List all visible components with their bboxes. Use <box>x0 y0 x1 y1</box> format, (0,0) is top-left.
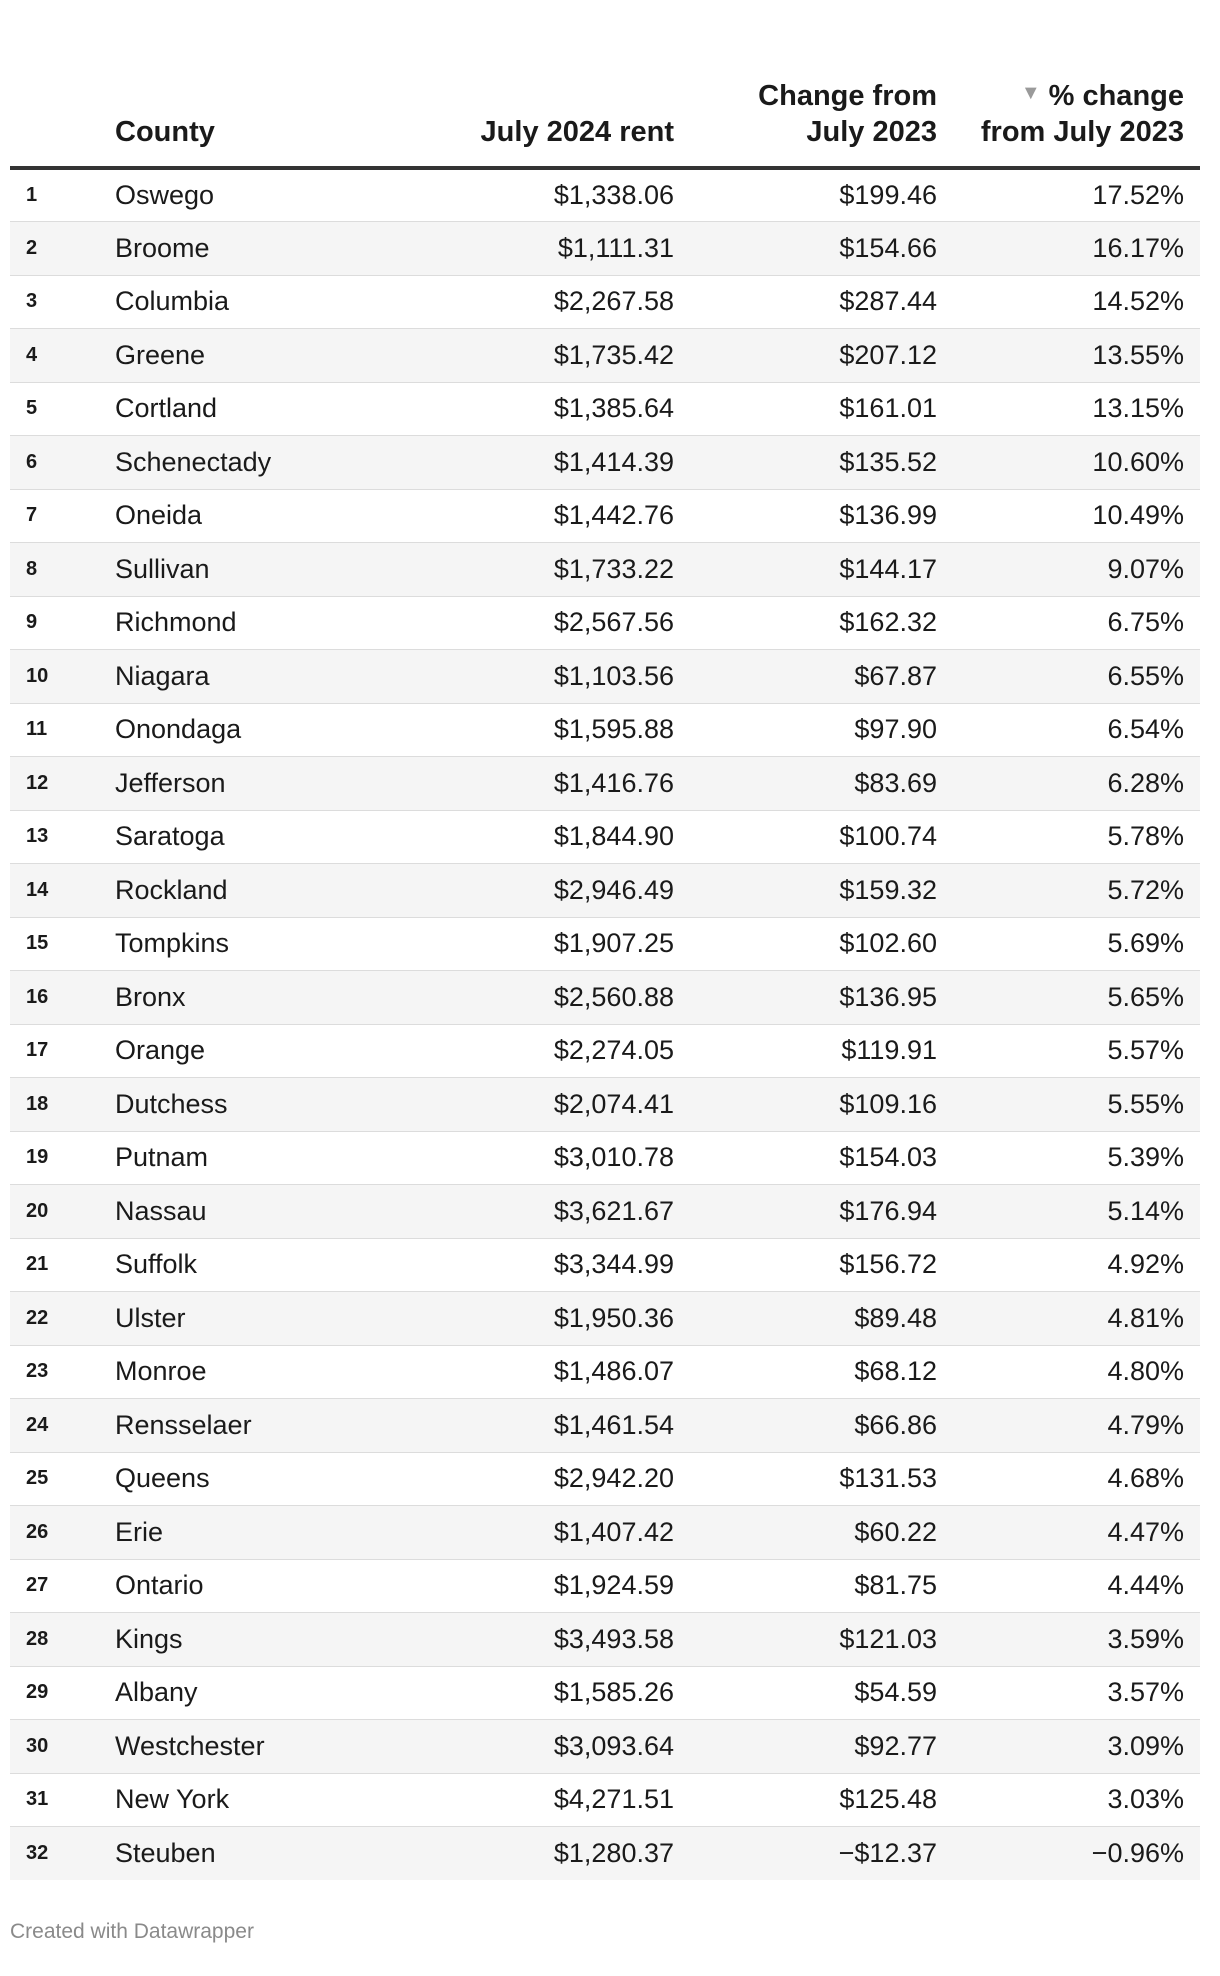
change-cell: $207.12 <box>690 329 953 383</box>
pct-change-cell: 5.14% <box>953 1185 1200 1239</box>
rent-cell: $2,567.56 <box>415 596 690 650</box>
rank-cell: 31 <box>10 1773 105 1827</box>
rent-cell: $1,486.07 <box>415 1345 690 1399</box>
pct-change-cell: 5.78% <box>953 810 1200 864</box>
pct-change-cell: 5.57% <box>953 1024 1200 1078</box>
rank-cell: 3 <box>10 275 105 329</box>
change-cell: $68.12 <box>690 1345 953 1399</box>
change-cell: $92.77 <box>690 1720 953 1774</box>
rent-cell: $3,493.58 <box>415 1613 690 1667</box>
rent-cell: $1,280.37 <box>415 1827 690 1881</box>
county-cell: Saratoga <box>105 810 415 864</box>
table-row <box>10 1559 1200 1613</box>
change-cell: $131.53 <box>690 1452 953 1506</box>
change-cell: $144.17 <box>690 543 953 597</box>
rank-cell: 25 <box>10 1452 105 1506</box>
rank-cell: 17 <box>10 1024 105 1078</box>
table-row <box>10 1292 1200 1346</box>
change-cell: $89.48 <box>690 1292 953 1346</box>
rank-cell: 11 <box>10 703 105 757</box>
rank-cell: 29 <box>10 1666 105 1720</box>
rent-cell: $1,385.64 <box>415 382 690 436</box>
rank-cell: 28 <box>10 1613 105 1667</box>
table-row <box>10 1078 1200 1132</box>
table-row <box>10 1720 1200 1774</box>
table-row <box>10 1345 1200 1399</box>
rent-cell: $2,074.41 <box>415 1078 690 1132</box>
rank-cell: 30 <box>10 1720 105 1774</box>
rank-cell: 2 <box>10 222 105 276</box>
change-cell: $176.94 <box>690 1185 953 1239</box>
table-row <box>10 917 1200 971</box>
rank-cell: 18 <box>10 1078 105 1132</box>
change-cell: $125.48 <box>690 1773 953 1827</box>
rent-cell: $2,560.88 <box>415 971 690 1025</box>
change-cell: $100.74 <box>690 810 953 864</box>
county-cell: Richmond <box>105 596 415 650</box>
rent-cell: $1,416.76 <box>415 757 690 811</box>
county-cell: Bronx <box>105 971 415 1025</box>
county-cell: Erie <box>105 1506 415 1560</box>
pct-change-cell: 5.69% <box>953 917 1200 971</box>
change-cell: $156.72 <box>690 1238 953 1292</box>
rent-cell: $4,271.51 <box>415 1773 690 1827</box>
rent-cell: $1,924.59 <box>415 1559 690 1613</box>
table-row <box>10 222 1200 276</box>
rank-cell: 13 <box>10 810 105 864</box>
table-row <box>10 1238 1200 1292</box>
table-row <box>10 489 1200 543</box>
pct-change-cell: 5.55% <box>953 1078 1200 1132</box>
table-row <box>10 1773 1200 1827</box>
county-cell: Greene <box>105 329 415 383</box>
change-cell: $159.32 <box>690 864 953 918</box>
rent-cell: $1,338.06 <box>415 168 690 222</box>
change-cell: $154.66 <box>690 222 953 276</box>
change-cell: $135.52 <box>690 436 953 490</box>
rank-cell: 16 <box>10 971 105 1025</box>
change-cell: $54.59 <box>690 1666 953 1720</box>
rank-cell: 8 <box>10 543 105 597</box>
table-row <box>10 810 1200 864</box>
county-cell: Rensselaer <box>105 1399 415 1453</box>
county-cell: Broome <box>105 222 415 276</box>
pct-change-cell: 5.72% <box>953 864 1200 918</box>
table-row <box>10 543 1200 597</box>
rent-cell: $1,733.22 <box>415 543 690 597</box>
rent-cell: $3,093.64 <box>415 1720 690 1774</box>
rent-table-container <box>10 0 1200 1880</box>
rent-cell: $1,414.39 <box>415 436 690 490</box>
rent-cell: $3,621.67 <box>415 1185 690 1239</box>
rent-cell: $3,344.99 <box>415 1238 690 1292</box>
table-row <box>10 1452 1200 1506</box>
county-cell: Niagara <box>105 650 415 704</box>
rank-cell: 22 <box>10 1292 105 1346</box>
change-cell: $162.32 <box>690 596 953 650</box>
change-cell: $154.03 <box>690 1131 953 1185</box>
rent-cell: $1,461.54 <box>415 1399 690 1453</box>
rent-cell: $2,267.58 <box>415 275 690 329</box>
county-cell: Dutchess <box>105 1078 415 1132</box>
county-cell: Ulster <box>105 1292 415 1346</box>
pct-change-cell: 4.92% <box>953 1238 1200 1292</box>
pct-change-cell: 5.65% <box>953 971 1200 1025</box>
change-cell: $109.16 <box>690 1078 953 1132</box>
table-row <box>10 1024 1200 1078</box>
table-row <box>10 1399 1200 1453</box>
rank-cell: 32 <box>10 1827 105 1881</box>
change-cell: $66.86 <box>690 1399 953 1453</box>
rent-cell: $1,844.90 <box>415 810 690 864</box>
county-cell: Kings <box>105 1613 415 1667</box>
pct-change-cell: 10.60% <box>953 436 1200 490</box>
pct-change-cell: 6.55% <box>953 650 1200 704</box>
pct-change-cell: 13.15% <box>953 382 1200 436</box>
county-cell: Tompkins <box>105 917 415 971</box>
table-row <box>10 596 1200 650</box>
change-header-label: Change from July 2023 <box>758 80 937 148</box>
county-cell: Oneida <box>105 489 415 543</box>
pct-change-cell: 3.03% <box>953 1773 1200 1827</box>
rent-cell: $2,274.05 <box>415 1024 690 1078</box>
pct-change-cell: 6.75% <box>953 596 1200 650</box>
rent-table <box>10 0 1200 1880</box>
county-column-header[interactable] <box>105 0 415 168</box>
table-row <box>10 168 1200 222</box>
change-column-header[interactable] <box>690 0 953 168</box>
rank-cell: 27 <box>10 1559 105 1613</box>
rent-cell: $2,942.20 <box>415 1452 690 1506</box>
pct-header-label: % change from July 2023 <box>980 80 1184 148</box>
county-cell: Jefferson <box>105 757 415 811</box>
header-row <box>10 0 1200 168</box>
rank-cell: 15 <box>10 917 105 971</box>
pct-column-header[interactable] <box>953 0 1200 168</box>
pct-change-cell: 3.57% <box>953 1666 1200 1720</box>
sort-descending-icon: ▼ <box>1020 82 1041 104</box>
rent-cell: $1,950.36 <box>415 1292 690 1346</box>
pct-change-cell: 3.09% <box>953 1720 1200 1774</box>
county-cell: Suffolk <box>105 1238 415 1292</box>
change-cell: $83.69 <box>690 757 953 811</box>
table-row <box>10 1131 1200 1185</box>
change-cell: $199.46 <box>690 168 953 222</box>
county-cell: Albany <box>105 1666 415 1720</box>
pct-change-cell: 4.80% <box>953 1345 1200 1399</box>
county-cell: Sullivan <box>105 543 415 597</box>
pct-change-cell: 6.54% <box>953 703 1200 757</box>
rent-cell: $3,010.78 <box>415 1131 690 1185</box>
pct-change-cell: 4.47% <box>953 1506 1200 1560</box>
county-cell: Steuben <box>105 1827 415 1881</box>
rent-cell: $1,103.56 <box>415 650 690 704</box>
rank-cell: 24 <box>10 1399 105 1453</box>
footer-credit: Created with Datawrapper <box>10 1920 254 1943</box>
rank-cell: 19 <box>10 1131 105 1185</box>
rent-cell: $2,946.49 <box>415 864 690 918</box>
rent-cell: $1,111.31 <box>415 222 690 276</box>
pct-change-cell: 4.68% <box>953 1452 1200 1506</box>
rank-cell: 5 <box>10 382 105 436</box>
pct-change-cell: 17.52% <box>953 168 1200 222</box>
rank-cell: 20 <box>10 1185 105 1239</box>
table-row <box>10 382 1200 436</box>
table-row <box>10 757 1200 811</box>
rank-cell: 4 <box>10 329 105 383</box>
table-row <box>10 971 1200 1025</box>
rank-cell: 9 <box>10 596 105 650</box>
rent-cell: $1,595.88 <box>415 703 690 757</box>
table-row <box>10 436 1200 490</box>
change-cell: $119.91 <box>690 1024 953 1078</box>
rent-header-label: July 2024 rent <box>480 116 674 148</box>
pct-change-cell: 13.55% <box>953 329 1200 383</box>
change-cell: $97.90 <box>690 703 953 757</box>
table-row <box>10 1506 1200 1560</box>
pct-change-cell: 9.07% <box>953 543 1200 597</box>
rank-cell: 26 <box>10 1506 105 1560</box>
pct-change-cell: 5.39% <box>953 1131 1200 1185</box>
county-cell: Cortland <box>105 382 415 436</box>
change-cell: $136.95 <box>690 971 953 1025</box>
table-row <box>10 1827 1200 1881</box>
pct-change-cell: 14.52% <box>953 275 1200 329</box>
table-row <box>10 1613 1200 1667</box>
county-cell: Orange <box>105 1024 415 1078</box>
table-row <box>10 1185 1200 1239</box>
change-cell: $287.44 <box>690 275 953 329</box>
county-header-label: County <box>115 116 215 148</box>
change-cell: $60.22 <box>690 1506 953 1560</box>
pct-change-cell: 4.81% <box>953 1292 1200 1346</box>
rank-cell: 23 <box>10 1345 105 1399</box>
rent-cell: $1,407.42 <box>415 1506 690 1560</box>
county-cell: Rockland <box>105 864 415 918</box>
county-cell: Monroe <box>105 1345 415 1399</box>
county-cell: Queens <box>105 1452 415 1506</box>
rank-cell: 6 <box>10 436 105 490</box>
change-cell: −$12.37 <box>690 1827 953 1881</box>
county-cell: New York <box>105 1773 415 1827</box>
pct-change-cell: 4.44% <box>953 1559 1200 1613</box>
county-cell: Nassau <box>105 1185 415 1239</box>
county-cell: Columbia <box>105 275 415 329</box>
pct-change-cell: 16.17% <box>953 222 1200 276</box>
pct-change-cell: 4.79% <box>953 1399 1200 1453</box>
rank-cell: 10 <box>10 650 105 704</box>
change-cell: $81.75 <box>690 1559 953 1613</box>
pct-change-cell: 10.49% <box>953 489 1200 543</box>
table-row <box>10 1666 1200 1720</box>
county-cell: Oswego <box>105 168 415 222</box>
pct-change-cell: −0.96% <box>953 1827 1200 1881</box>
table-row <box>10 275 1200 329</box>
county-cell: Putnam <box>105 1131 415 1185</box>
table-row <box>10 864 1200 918</box>
change-cell: $67.87 <box>690 650 953 704</box>
rent-cell: $1,442.76 <box>415 489 690 543</box>
pct-change-cell: 3.59% <box>953 1613 1200 1667</box>
county-cell: Ontario <box>105 1559 415 1613</box>
change-cell: $121.03 <box>690 1613 953 1667</box>
change-cell: $102.60 <box>690 917 953 971</box>
rent-column-header[interactable] <box>415 0 690 168</box>
rent-cell: $1,585.26 <box>415 1666 690 1720</box>
county-cell: Schenectady <box>105 436 415 490</box>
rank-cell: 12 <box>10 757 105 811</box>
rank-column-header <box>10 0 105 168</box>
change-cell: $136.99 <box>690 489 953 543</box>
table-row <box>10 703 1200 757</box>
county-cell: Onondaga <box>105 703 415 757</box>
table-row <box>10 650 1200 704</box>
pct-change-cell: 6.28% <box>953 757 1200 811</box>
table-row <box>10 329 1200 383</box>
rank-cell: 14 <box>10 864 105 918</box>
rank-cell: 21 <box>10 1238 105 1292</box>
county-cell: Westchester <box>105 1720 415 1774</box>
rent-cell: $1,907.25 <box>415 917 690 971</box>
change-cell: $161.01 <box>690 382 953 436</box>
rent-cell: $1,735.42 <box>415 329 690 383</box>
rank-cell: 7 <box>10 489 105 543</box>
table-header <box>10 0 1200 168</box>
rank-cell: 1 <box>10 168 105 222</box>
table-body <box>10 168 1200 1880</box>
